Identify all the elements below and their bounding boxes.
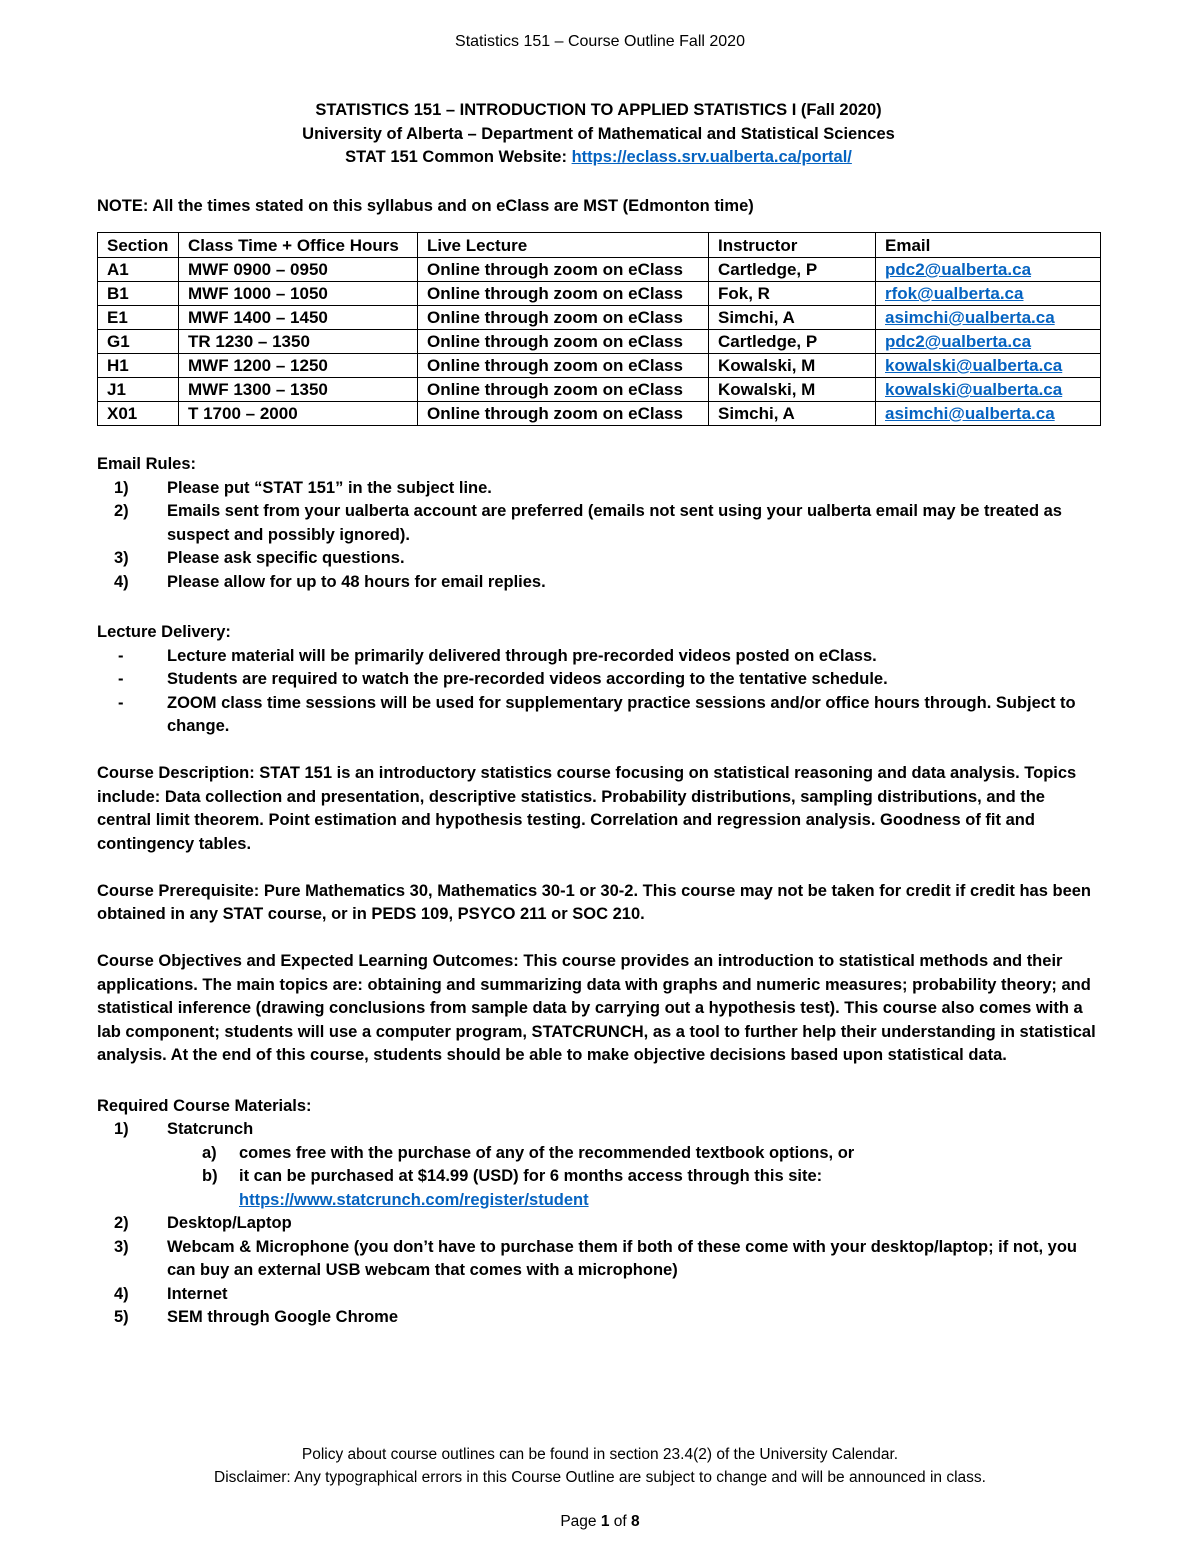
cell-class-time: MWF 1000 – 1050 — [179, 282, 418, 306]
running-header: Statistics 151 – Course Outline Fall 2020 — [455, 33, 745, 50]
list-marker: - — [118, 693, 124, 712]
cell-instructor: Cartledge, P — [709, 258, 876, 282]
list-marker: 5) — [114, 1308, 129, 1326]
department-line: University of Alberta – Department of Mathematical and Statistical Sciences — [302, 124, 895, 143]
cell-instructor: Kowalski, M — [709, 378, 876, 402]
cell-class-time: TR 1230 – 1350 — [179, 330, 418, 354]
list-item — [97, 668, 1100, 692]
cell-live-lecture: Online through zoom on eClass — [418, 258, 709, 282]
cell-instructor: Simchi, A — [709, 306, 876, 330]
statcrunch-link[interactable]: https://www.statcrunch.com/register/student — [239, 1190, 589, 1209]
table-row — [98, 258, 1101, 282]
cell-email — [876, 258, 1101, 282]
cell-section: H1 — [98, 354, 179, 378]
cell-class-time: MWF 0900 – 0950 — [179, 258, 418, 282]
list-marker: - — [118, 670, 124, 688]
list-item-text: ZOOM class time sessions will be used for supplementary practice sessions and/or office hours through. Subject to change. — [167, 693, 1076, 735]
cell-live-lecture: Online through zoom on eClass — [418, 354, 709, 378]
document-body — [97, 99, 1100, 1330]
time-note: NOTE: All the times stated on this syllabus and on eClass are MST (Edmonton time) — [97, 196, 754, 215]
email-link[interactable]: pdc2@ualberta.ca — [885, 260, 1032, 279]
cell-section: X01 — [98, 402, 179, 426]
cell-email — [876, 282, 1101, 306]
list-item — [97, 1306, 1100, 1330]
title-block — [97, 99, 1100, 170]
list-marker: b) — [202, 1167, 218, 1185]
list-item — [97, 477, 1100, 501]
list-marker: 3) — [114, 1237, 129, 1256]
email-link[interactable]: rfok@ualberta.ca — [885, 284, 1024, 303]
table-row — [98, 378, 1101, 402]
lecture-delivery-heading: Lecture Delivery: — [97, 623, 231, 641]
list-item-text: Emails sent from your ualberta account are preferred (emails not sent using your ualberta email may be treated as suspect and possibly ignored). — [167, 502, 1062, 544]
page-number — [0, 1510, 1200, 1534]
cell-class-time: MWF 1300 – 1350 — [179, 378, 418, 402]
list-item-text: Please ask specific questions. — [167, 549, 405, 567]
table-row — [98, 282, 1101, 306]
statcrunch-sublist — [97, 1142, 1100, 1213]
cell-class-time: MWF 1400 – 1450 — [179, 306, 418, 330]
materials-list — [97, 1118, 1100, 1142]
list-item — [97, 1118, 1100, 1142]
course-title: STATISTICS 151 – INTRODUCTION TO APPLIED STATISTICS I (Fall 2020) — [315, 101, 882, 119]
sub-list-item — [97, 1165, 1100, 1212]
cell-class-time: MWF 1200 – 1250 — [179, 354, 418, 378]
list-item-text: Statcrunch — [167, 1120, 254, 1138]
website-label: STAT 151 Common Website: — [345, 148, 572, 166]
course-objectives: Course Objectives and Expected Learning Outcomes: This course provides an introduction to statistical methods and their applications. The main topics are: obtaining and summarizing data with graphs and numeric measures; probability theory; and statistical inference (drawing conclusions from sample data by carrying out a hypothesis test). This course also comes with a lab component; students will use a computer program, STATCRUNCH, as a tool to further help their understanding in statistical analysis. At the end of this course, students should be able to make objective decisions based upon statistical data. — [97, 952, 1096, 1064]
list-marker: 1) — [114, 478, 129, 497]
footer-disclaimer: Disclaimer: Any typographical errors in this Course Outline are subject to change and will be announced in class. — [214, 1469, 986, 1486]
list-item — [97, 1236, 1100, 1283]
cell-section: E1 — [98, 306, 179, 330]
email-link[interactable]: asimchi@ualberta.ca — [885, 308, 1055, 327]
cell-section: J1 — [98, 378, 179, 402]
header-instructor: Instructor — [709, 233, 876, 258]
list-item-text: SEM through Google Chrome — [167, 1308, 398, 1326]
header-live-lecture: Live Lecture — [418, 233, 709, 258]
list-item-text: Students are required to watch the pre-recorded videos according to the tentative schedule. — [167, 670, 888, 688]
lecture-delivery-list — [97, 645, 1100, 739]
page-of: of — [609, 1513, 632, 1530]
cell-section: A1 — [98, 258, 179, 282]
table-header-row — [98, 233, 1101, 258]
cell-email — [876, 330, 1101, 354]
cell-live-lecture: Online through zoom on eClass — [418, 402, 709, 426]
cell-section: B1 — [98, 282, 179, 306]
list-item — [97, 1212, 1100, 1236]
page-total: 8 — [631, 1513, 640, 1530]
email-link[interactable]: kowalski@ualberta.ca — [885, 356, 1063, 375]
email-link[interactable]: kowalski@ualberta.ca — [885, 380, 1063, 399]
cell-instructor: Fok, R — [709, 282, 876, 306]
sub-list-item — [97, 1142, 1100, 1166]
cell-live-lecture: Online through zoom on eClass — [418, 378, 709, 402]
email-link[interactable]: asimchi@ualberta.ca — [885, 404, 1055, 423]
cell-email — [876, 378, 1101, 402]
email-link[interactable]: pdc2@ualberta.ca — [885, 332, 1032, 351]
cell-instructor: Simchi, A — [709, 402, 876, 426]
cell-section: G1 — [98, 330, 179, 354]
list-marker: 4) — [114, 572, 129, 591]
email-rules-list — [97, 477, 1100, 595]
course-prerequisite: Course Prerequisite: Pure Mathematics 30, Mathematics 30-1 or 30-2. This course may not be taken for credit if credit has been obtained in any STAT course, or in PEDS 109, PSYCO 211 or SOC 210. — [97, 881, 1091, 923]
list-item — [97, 645, 1100, 669]
header-email: Email — [876, 233, 1101, 258]
cell-live-lecture: Online through zoom on eClass — [418, 306, 709, 330]
materials-list-continued — [97, 1212, 1100, 1330]
list-item — [97, 500, 1100, 547]
table-row — [98, 354, 1101, 378]
list-marker: 2) — [114, 502, 129, 520]
footer-policy: Policy about course outlines can be found in section 23.4(2) of the University Calendar. — [301, 1446, 899, 1463]
list-marker: - — [118, 646, 124, 665]
cell-live-lecture: Online through zoom on eClass — [418, 282, 709, 306]
list-marker: 2) — [114, 1214, 129, 1232]
cell-email — [876, 354, 1101, 378]
list-item-text: comes free with the purchase of any of the recommended textbook options, or — [239, 1143, 855, 1162]
list-item — [97, 571, 1100, 595]
list-marker: 3) — [114, 549, 129, 567]
website-link[interactable]: https://eclass.srv.ualberta.ca/portal/ — [571, 148, 852, 166]
table-row — [98, 330, 1101, 354]
header-section: Section — [98, 233, 179, 258]
materials-heading: Required Course Materials: — [97, 1096, 312, 1115]
website-line — [97, 146, 1100, 170]
list-marker: 4) — [114, 1284, 129, 1303]
header-class-time: Class Time + Office Hours — [179, 233, 418, 258]
list-item-text: Webcam & Microphone (you don’t have to purchase them if both of these come with your desktop/laptop; if not, you can buy an external USB webcam that comes with a microphone) — [167, 1237, 1077, 1279]
list-item-text: Please put “STAT 151” in the subject line. — [167, 478, 492, 497]
list-item-text: Desktop/Laptop — [167, 1214, 292, 1232]
page-current: 1 — [600, 1513, 610, 1530]
cell-instructor: Kowalski, M — [709, 354, 876, 378]
list-item-text: Internet — [167, 1284, 228, 1303]
list-item — [97, 1283, 1100, 1307]
list-item-text: Lecture material will be primarily delivered through pre-recorded videos posted on eClass. — [167, 646, 877, 665]
list-item-text: Please allow for up to 48 hours for email replies. — [167, 572, 546, 591]
cell-email — [876, 402, 1101, 426]
list-marker: 1) — [114, 1120, 129, 1138]
list-marker: a) — [202, 1143, 217, 1162]
table-row — [98, 306, 1101, 330]
course-description: Course Description: STAT 151 is an introductory statistics course focusing on statistical reasoning and data analysis. Topics include: Data collection and presentation, descriptive statistics. Probability distributions, sampling distributions, and the central limit theorem. Point estimation and hypothesis testing. Correlation and regression analysis. Goodness of fit and contingency tables. — [97, 764, 1077, 853]
list-item-text: it can be purchased at $14.99 (USD) for 6 months access through this site: — [239, 1167, 823, 1185]
cell-live-lecture: Online through zoom on eClass — [418, 330, 709, 354]
cell-class-time: T 1700 – 2000 — [179, 402, 418, 426]
list-item — [97, 692, 1100, 739]
email-rules-heading: Email Rules: — [97, 455, 197, 473]
sections-table — [97, 232, 1101, 426]
page-footer — [0, 1443, 1200, 1489]
list-item — [97, 547, 1100, 571]
cell-instructor: Cartledge, P — [709, 330, 876, 354]
table-row — [98, 402, 1101, 426]
cell-email — [876, 306, 1101, 330]
page-label: Page — [560, 1513, 601, 1530]
